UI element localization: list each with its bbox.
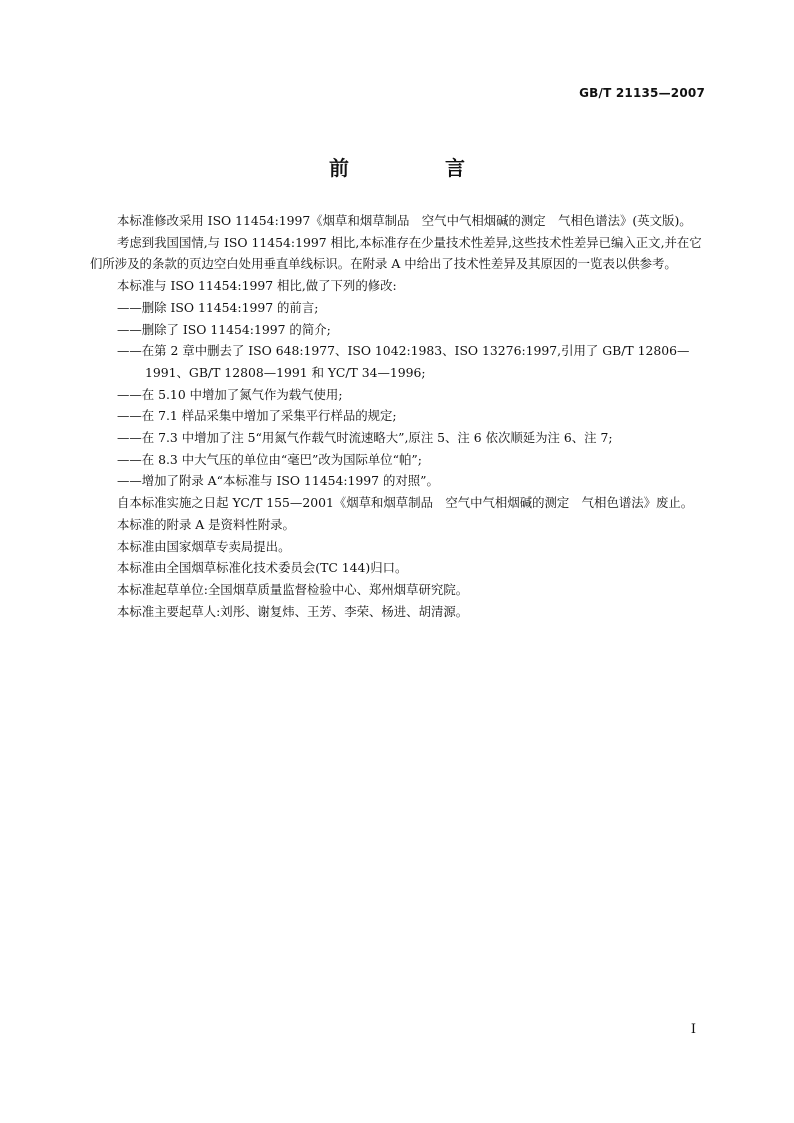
change-item: ——在 7.1 样品采集中增加了采集平行样品的规定;	[117, 408, 397, 424]
paragraph-technical-differences: 考虑到我国国情,与 ISO 11454:1997 相比,本标准存在少量技术性差异,这些技术性差异已编入正文,并在它们所涉及的条款的页边空白处用垂直单线标识。在附录 A 中给出了技术性差异及其原因的一览表以供参考。	[90, 234, 702, 272]
paragraph-annex-note: 本标准的附录 A 是资料性附录。	[117, 516, 295, 532]
change-item: ——删除 ISO 11454:1997 的前言;	[117, 299, 319, 315]
paragraph-adoption: 本标准修改采用 ISO 11454:1997《烟草和烟草制品 空气中气相烟碱的测定 气相色谱法》(英文版)。	[117, 213, 692, 228]
change-item: ——在 7.3 中增加了注 5“用氮气作载气时流速略大”,原注 5、注 6 依次顺延为注 6、注 7;	[117, 430, 613, 446]
paragraph-drafting-units: 本标准起草单位:全国烟草质量监督检验中心、郑州烟草研究院。	[117, 581, 469, 597]
foreword-body	[90, 210, 706, 622]
paragraph-drafters: 本标准主要起草人:刘彤、谢复炜、王芳、李荣、杨进、胡清源。	[117, 603, 469, 619]
change-item: ——增加了附录 A“本标准与 ISO 11454:1997 的对照”。	[117, 473, 439, 489]
change-item: ——在 5.10 中增加了氮气作为载气使用;	[117, 386, 343, 402]
page-number: I	[690, 1022, 696, 1037]
change-item: ——删除了 ISO 11454:1997 的简介;	[117, 321, 331, 337]
change-item: ——在 8.3 中大气压的单位由“毫巴”改为国际单位“帕”;	[117, 451, 422, 467]
standard-code: GB/T 21135—2007	[579, 86, 705, 100]
change-item: ——在第 2 章中删去了 ISO 648:1977、ISO 1042:1983、ISO 13276:1997,引用了 GB/T 12806—1991、GB/T 12808—1991 和 YC/T 34—1996;	[117, 343, 690, 380]
paragraph-proposer: 本标准由国家烟草专卖局提出。	[117, 538, 291, 554]
paragraph-committee: 本标准由全国烟草标准化技术委员会(TC 144)归口。	[117, 560, 408, 576]
paragraph-modifications-intro: 本标准与 ISO 11454:1997 相比,做了下列的修改:	[117, 278, 397, 294]
paragraph-supersedes: 自本标准实施之日起 YC/T 155—2001《烟草和烟草制品 空气中气相烟碱的测定 气相色谱法》废止。	[117, 495, 694, 511]
page-title: 前 言	[329, 156, 503, 180]
